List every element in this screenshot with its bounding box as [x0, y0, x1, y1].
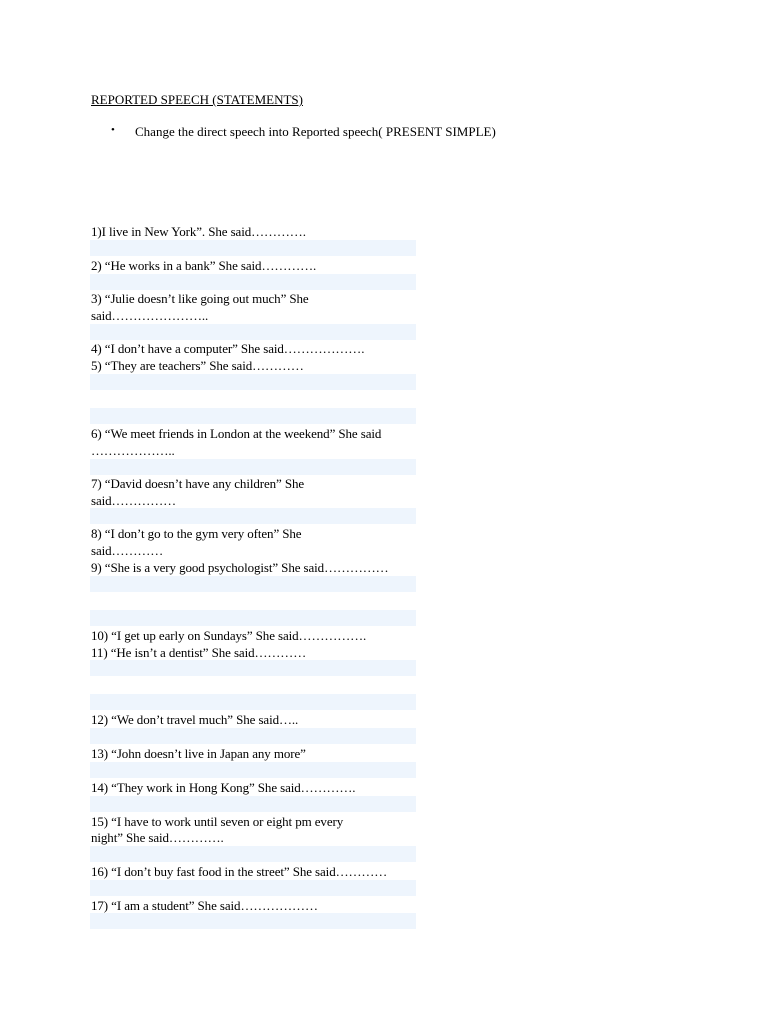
worksheet-title: REPORTED SPEECH (STATEMENTS): [91, 92, 303, 107]
answer-band: [90, 762, 416, 778]
answer-band: [90, 610, 416, 626]
answer-band: [90, 728, 416, 744]
answer-band: [90, 408, 416, 424]
exercise-line: 9) “She is a very good psychologist” She said……………: [91, 560, 389, 575]
exercise-line: 3) “Julie doesn’t like going out much” She: [91, 291, 309, 306]
exercise-line: 10) “I get up early on Sundays” She said…………….: [91, 628, 367, 643]
exercise-line: 11) “He isn’t a dentist” She said…………: [91, 645, 307, 660]
answer-band: [90, 576, 416, 592]
answer-band: [90, 660, 416, 676]
answer-band: [90, 796, 416, 812]
exercise-line: said……………: [91, 493, 177, 508]
exercise-line: 1)I live in New York”. She said………….: [91, 224, 306, 239]
exercise-line: 14) “They work in Hong Kong” She said………….: [91, 780, 356, 795]
exercise-line: 7) “David doesn’t have any children” She: [91, 476, 305, 491]
bullet-icon: •: [111, 124, 115, 136]
answer-band: [90, 459, 416, 475]
answer-band: [90, 913, 416, 929]
exercise-line: 8) “I don’t go to the gym very often” She: [91, 526, 302, 541]
answer-band: [90, 274, 416, 290]
exercise-line: said…………: [91, 543, 164, 558]
instruction-text: Change the direct speech into Reported speech( PRESENT SIMPLE): [135, 124, 496, 139]
exercise-line: 4) “I don’t have a computer” She said……………….: [91, 341, 365, 356]
answer-band: [90, 694, 416, 710]
exercise-line: 15) “I have to work until seven or eight pm every: [91, 814, 344, 829]
answer-band: [90, 374, 416, 390]
answer-band: [90, 324, 416, 340]
answer-band: [90, 508, 416, 524]
answer-band: [90, 846, 416, 862]
exercise-line: 17) “I am a student” She said………………: [91, 898, 318, 913]
answer-band: [90, 880, 416, 896]
exercise-line: 2) “He works in a bank” She said………….: [91, 258, 317, 273]
exercise-line: 12) “We don’t travel much” She said…..: [91, 712, 299, 727]
exercise-line: 13) “John doesn’t live in Japan any more”: [91, 746, 306, 761]
exercise-line: night” She said………….: [91, 830, 224, 845]
answer-band: [90, 240, 416, 256]
exercise-line: 6) “We meet friends in London at the weekend” She said: [91, 426, 382, 441]
exercise-line: ………………..: [91, 443, 175, 458]
exercise-line: 5) “They are teachers” She said…………: [91, 358, 304, 373]
exercise-line: 16) “I don’t buy fast food in the street” She said…………: [91, 864, 388, 879]
exercise-line: said…………………..: [91, 308, 209, 323]
